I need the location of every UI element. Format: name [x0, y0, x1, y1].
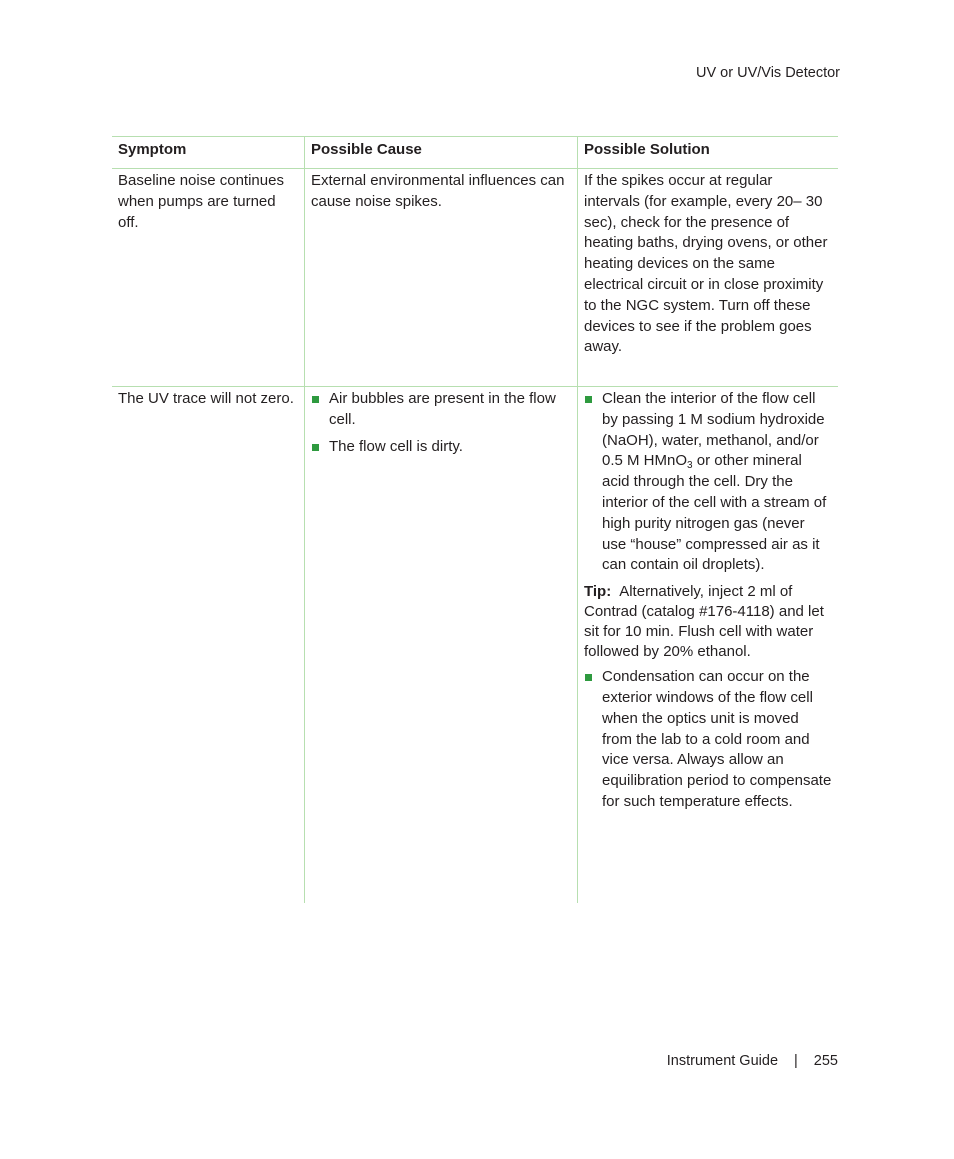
cause-text: The flow cell is dirty.	[329, 437, 463, 455]
solution-text-part: Clean the interior of the flow cell by passing 1 M sodium hydroxide (NaOH), water, methanol, and/or 0.5 M HMnO	[602, 390, 825, 470]
page-number: 255	[813, 1053, 838, 1069]
chemical-subscript: 3	[687, 460, 693, 472]
solution-text-part: or other mineral acid through the cell. Dry the interior of the cell with a stream of high purity nitrogen gas (never use “house” compressed air as it can contain oil droplets).	[602, 452, 827, 574]
square-bullet-icon	[312, 396, 319, 403]
cause-cell: External environmental influences can cause noise spikes.	[304, 169, 577, 386]
solution-cell	[577, 387, 838, 903]
column-header-solution: Possible Solution	[577, 137, 838, 168]
solution-text: Condensation can occur on the exterior windows of the flow cell when the optics unit is moved from the lab to a cold room and vice versa. Always allow an equilibration period to compensate for such temperature effects.	[602, 668, 832, 810]
troubleshooting-table	[112, 136, 838, 903]
running-header: UV or UV/Vis Detector	[696, 65, 840, 81]
solution-bullet-item	[584, 667, 832, 813]
cause-text: Air bubbles are present in the flow cell.	[329, 390, 556, 428]
solution-cell: If the spikes occur at regular intervals (for example, every 20– 30 sec), check for the presence of heating baths, drying ovens, or other heating devices on the same electrical circuit or in close proximity to the NGC system. Turn off these devices to see if the problem goes away.	[577, 169, 838, 386]
tip-label: Tip:	[584, 583, 612, 601]
square-bullet-icon	[312, 444, 319, 451]
tip-note	[584, 582, 832, 662]
square-bullet-icon	[585, 396, 592, 403]
tip-text: Alternatively, inject 2 ml of Contrad (catalog #176-4118) and let sit for 10 min. Flush cell with water followed by 20% ethanol.	[584, 583, 824, 661]
symptom-cell: Baseline noise continues when pumps are turned off.	[118, 172, 284, 231]
footer-separator: |	[794, 1053, 798, 1069]
symptom-cell: The UV trace will not zero.	[118, 390, 294, 407]
table-row	[112, 169, 838, 387]
square-bullet-icon	[585, 674, 592, 681]
cause-bullet-item	[311, 437, 571, 458]
table-header-row	[112, 137, 838, 169]
guide-title: Instrument Guide	[666, 1053, 779, 1069]
column-header-symptom: Symptom	[118, 141, 187, 158]
cause-bullet-item	[311, 389, 571, 431]
cause-cell	[304, 387, 577, 903]
page-footer	[667, 1052, 838, 1070]
solution-bullet-item	[584, 389, 832, 576]
column-header-cause: Possible Cause	[304, 137, 577, 168]
table-row	[112, 387, 838, 903]
